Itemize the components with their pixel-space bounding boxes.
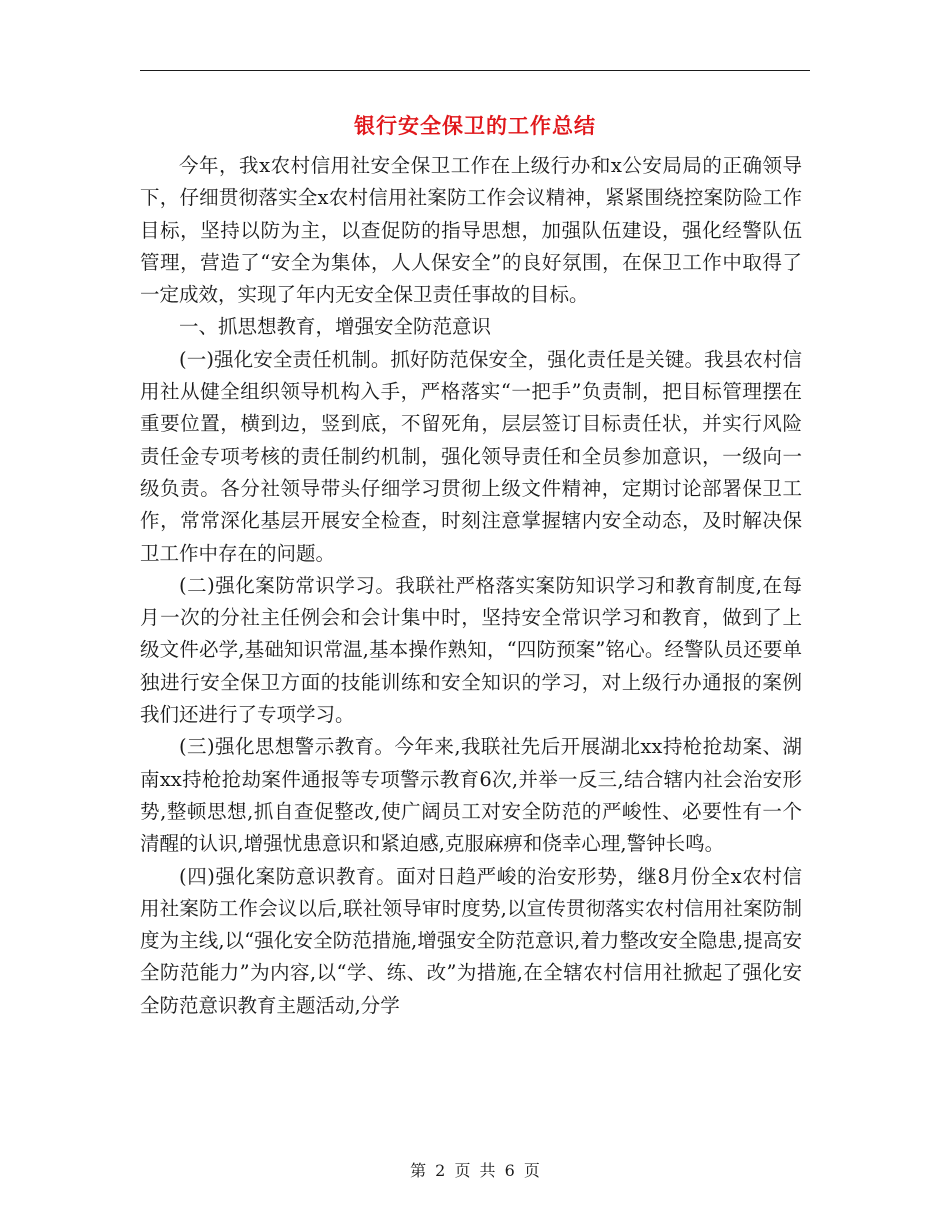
page-title: 银行安全保卫的工作总结 xyxy=(354,113,596,138)
paragraph-item-3: (三)强化思想警示教育。今年来,我联社先后开展湖北xx持枪抢劫案、湖南xx持枪抢劫案件通报等专项警示教育6次,并举一反三,结合辖内社会治安形势,整顿思想,抓自查促整改,使广阔员工对安全防范的严峻性、必要性有一个清醒的认识,增强忧患意识和紧迫感,克服麻痹和侥幸心理,警钟长鸣。 xyxy=(140,735,802,856)
paragraph-item-1: (一)强化安全责任机制。抓好防范保安全，强化责任是关键。我县农村信用社从健全组织领导机构入手，严格落实“一把手”负责制，把目标管理摆在重要位置，横到边，竖到底，不留死角，层层签订目标责任状，并实行风险责任金专项考核的责任制约机制，强化领导责任和全员参加意识，一级向一级负责。各分社领导带头仔细学习贯彻上级文件精神，定期讨论部署保卫工作，常常深化基层开展安全检查，时刻注意掌握辖内安全动态，及时解决保卫工作中存在的问题。 xyxy=(140,347,802,565)
page-footer: 第 2 页 共 6 页 xyxy=(410,1161,540,1180)
paragraph-item-2: (二)强化案防常识学习。我联社严格落实案防知识学习和教育制度,在每月一次的分社主任例会和会计集中时，坚持安全常识学习和教育，做到了上级文件必学,基础知识常温,基本操作熟知，“四防预案”铭心。经警队员还要单独进行安全保卫方面的技能训练和安全知识的学习，对上级行办通报的案例我们还进行了专项学习。 xyxy=(140,573,802,727)
paragraph-item-4: (四)强化案防意识教育。面对日趋严峻的治安形势，继8月份全x农村信用社案防工作会议以后,联社领导审时度势,以宣传贯彻落实农村信用社案防制度为主线,以“强化安全防范措施,增强安全防范意识,着力整改安全隐患,提高安全防范能力”为内容,以“学、练、改”为措施,在全辖农村信用社掀起了强化安全防范意识教育主题活动,分学 xyxy=(140,864,802,1017)
section-heading: 一、抓思想教育，增强安全防范意识 xyxy=(179,315,492,339)
header-rule xyxy=(140,70,810,71)
paragraph-intro: 今年，我x农村信用社安全保卫工作在上级行办和x公安局局的正确领导下，仔细贯彻落实全x农村信用社案防工作会议精神，紧紧围绕控案防险工作目标，坚持以防为主，以查促防的指导思想，加强队伍建设，强化经警队伍管理，营造了“安全为集体，人人保安全”的良好氛围，在保卫工作中取得了一定成效，实现了年内无安全保卫责任事故的目标。 xyxy=(140,154,802,307)
document-body xyxy=(140,150,802,1022)
